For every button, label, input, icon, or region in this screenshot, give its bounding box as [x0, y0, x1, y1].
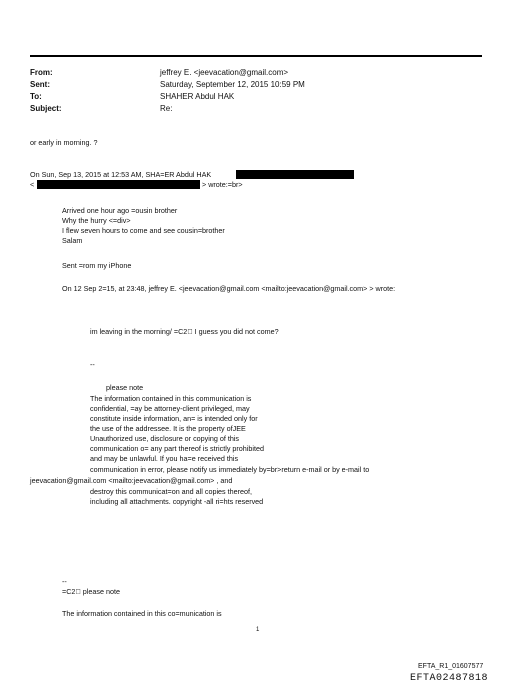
last-line: The information contained in this co=munication is — [62, 609, 222, 618]
footer-ref-1: EFTA_R1_01607577 — [418, 663, 484, 670]
disclaimer-line: and may be unlawful. If you ha=e received this — [90, 454, 239, 463]
body-line1: or early in morning. ? — [30, 138, 98, 147]
signature-dashes: -- — [62, 577, 67, 586]
disclaimer-line: the use of the addressee. It is the property ofJEE — [90, 424, 246, 433]
sent-label: Sent: — [30, 80, 50, 89]
reply-line: Why the hurry <=div> — [62, 216, 131, 225]
quote1-line-b-prefix: < — [30, 180, 35, 189]
disclaimer-line: communication in error, please notify us immediately by=br>return e-mail or by e-mail to — [90, 465, 370, 474]
from-value: jeffrey E. <jeevacation@gmail.com> — [160, 68, 289, 77]
sent-from-line: Sent =rom my iPhone — [62, 261, 132, 270]
to-label: To: — [30, 92, 42, 101]
reply-line: I flew seven hours to come and see cousin=brother — [62, 226, 225, 235]
disclaimer-line: destroy this communicat=on and all copies thereof, — [90, 487, 253, 496]
disclaimer-line: communication o= any part thereof is strictly prohibited — [90, 444, 264, 453]
quote2-line: On 12 Sep 2=15, at 23:48, jeffrey E. <jeevacation@gmail.com <mailto:jeevacation@gmail.com> > wrote: — [62, 284, 396, 293]
quote1-line-a: On Sun, Sep 13, 2015 at 12:53 AM, SHA=ER Abdul HAK — [30, 170, 212, 179]
note2-line: =C2  please note — [62, 587, 120, 596]
redaction-bar — [37, 180, 200, 189]
page-number: 1 — [256, 627, 260, 633]
disclaimer-line: The information contained in this communication is — [90, 394, 252, 403]
subject-value: Re: — [160, 104, 173, 113]
from-label: From: — [30, 68, 53, 77]
disclaimer-line: constitute inside information, an= is intended only for — [90, 414, 258, 423]
footer-ref-2: EFTA02487818 — [410, 673, 489, 684]
redaction-bar — [236, 170, 354, 179]
sent-value: Saturday, September 12, 2015 10:59 PM — [160, 80, 305, 89]
header-rule — [30, 55, 482, 57]
signature-dashes: -- — [90, 360, 95, 369]
note-title: please note — [106, 383, 144, 392]
quote1-line-b-suffix: > wrote:=br> — [202, 180, 243, 189]
disclaimer-line: Unauthorized use, disclosure or copying of this — [90, 434, 240, 443]
disclaimer-line: including all attachments. copyright -all ri=hts reserved — [90, 497, 264, 506]
subject-label: Subject: — [30, 104, 62, 113]
reply-line: Salam — [62, 236, 83, 245]
to-value: SHAHER Abdul HAK — [160, 92, 235, 101]
reply-line: Arrived one hour ago =ousin brother — [62, 206, 178, 215]
leaving-line: im leaving in the morning/ =C2  I guess you did not come? — [90, 327, 279, 336]
disclaimer-email-line: jeevacation@gmail.com <mailto:jeevacation@gmail.com> , and — [30, 476, 233, 485]
disclaimer-line: confidential, =ay be attorney-client privileged, may — [90, 404, 250, 413]
